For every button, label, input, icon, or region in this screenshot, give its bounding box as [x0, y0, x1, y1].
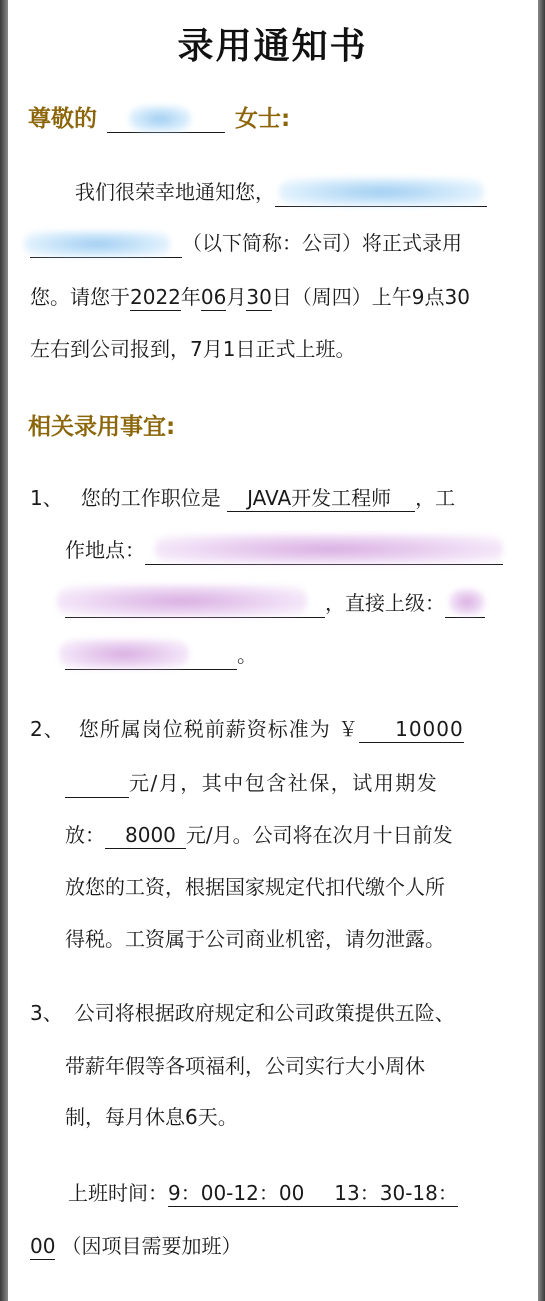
work-hours-morning: 9：00-12：00 — [168, 1180, 334, 1207]
supervisor-redacted-1 — [445, 591, 485, 618]
intro-line-3 — [30, 282, 470, 312]
item2-line-1 — [30, 714, 464, 744]
salutation-suffix: 女士: — [235, 106, 291, 132]
redaction-blur — [449, 589, 485, 615]
item1-text-c: 作地点： — [65, 538, 145, 562]
item3-number: 3、 — [30, 1001, 63, 1025]
overtime-note: （因项目需要加班） — [61, 1234, 242, 1258]
redaction-blur — [279, 178, 484, 206]
item3-line-3: 制，每月休息6天。 — [65, 1105, 238, 1129]
item2-text-b: 元/月，其中包含社保，试用期发 — [129, 771, 439, 795]
item2-text-a: 您所属岗位税前薪资标准为 ￥ — [78, 717, 360, 741]
redaction-blur — [155, 534, 503, 564]
redaction-blur — [57, 585, 307, 617]
month-unit: 月 — [226, 285, 247, 309]
intro-text-3a: 您。请您于 — [30, 285, 130, 309]
work-hours-line-2 — [30, 1231, 241, 1261]
report-month: 06 — [200, 285, 227, 309]
work-location-redacted-2 — [65, 591, 325, 618]
intro-line-1 — [75, 177, 487, 207]
redaction-blur — [59, 639, 189, 669]
supervisor-redacted-2 — [65, 643, 237, 670]
page-edge-right — [538, 0, 545, 1301]
report-day: 30 — [246, 285, 272, 309]
salutation-prefix: 尊敬的 — [28, 106, 97, 132]
work-hours-line-1 — [68, 1178, 458, 1208]
item1-number: 1、 — [30, 486, 63, 510]
work-location-redacted-1 — [145, 538, 503, 565]
work-hours-afternoon: 13：30-18： — [334, 1181, 458, 1205]
item3-text-1: 公司将根据政府规定和公司政策提供五险、 — [74, 1001, 455, 1025]
salutation — [28, 100, 290, 133]
salary-underline-tail — [65, 771, 129, 798]
item1-text-b: ，工 — [415, 486, 456, 510]
company-name-redacted-2 — [30, 231, 182, 258]
work-hours-afternoon-end: 00 — [30, 1234, 56, 1258]
item2-line-3 — [65, 820, 453, 850]
item1-text-a: 您的工作职位是 — [80, 486, 221, 510]
salary-amount: 10000 — [359, 716, 464, 743]
work-hours-label: 上班时间： — [68, 1181, 168, 1205]
company-name-redacted-1 — [275, 180, 487, 207]
item1-line-3 — [65, 588, 485, 618]
item2-text-d: 元/月。公司将在次月十日前发 — [185, 823, 453, 847]
intro-text-3b: 日（周四）上午9点30 — [271, 285, 470, 309]
item3-line-2: 带薪年假等各项福利，公司实行大小周休 — [65, 1054, 425, 1078]
intro-line-4: 左右到公司报到，7月1日正式上班。 — [30, 337, 356, 361]
recipient-name-redacted — [107, 106, 225, 133]
item2-line-4: 放您的工资，根据国家规定代扣代缴个人所 — [65, 875, 445, 899]
item2-line-2 — [65, 768, 438, 798]
item2-text-c: 放： — [65, 823, 105, 847]
report-year: 2022 — [130, 285, 181, 309]
item2-number: 2、 — [30, 717, 65, 741]
job-position: JAVA开发工程师 — [227, 485, 415, 512]
item1-text-e: 。 — [237, 643, 257, 667]
page-edge-left — [0, 0, 8, 1301]
item1-line-2 — [65, 535, 503, 565]
year-unit: 年 — [180, 285, 201, 309]
redaction-blur — [129, 106, 191, 132]
item2-line-5: 得税。工资属于公司商业机密，请勿泄露。 — [65, 927, 445, 951]
item1-text-d: ，直接上级： — [325, 591, 445, 615]
intro-text-1: 我们很荣幸地通知您， — [75, 180, 275, 204]
intro-line-2 — [30, 228, 462, 258]
probation-salary: 8000 — [105, 822, 186, 849]
intro-text-2: （以下简称：公司）将正式录用 — [182, 231, 462, 255]
item3-line-1 — [30, 998, 455, 1028]
document-title: 录用通知书 — [177, 26, 368, 67]
item1-line-1 — [30, 483, 455, 513]
item1-line-4 — [65, 640, 257, 670]
redaction-blur — [24, 231, 170, 257]
section-heading: 相关录用事宜: — [28, 414, 176, 440]
